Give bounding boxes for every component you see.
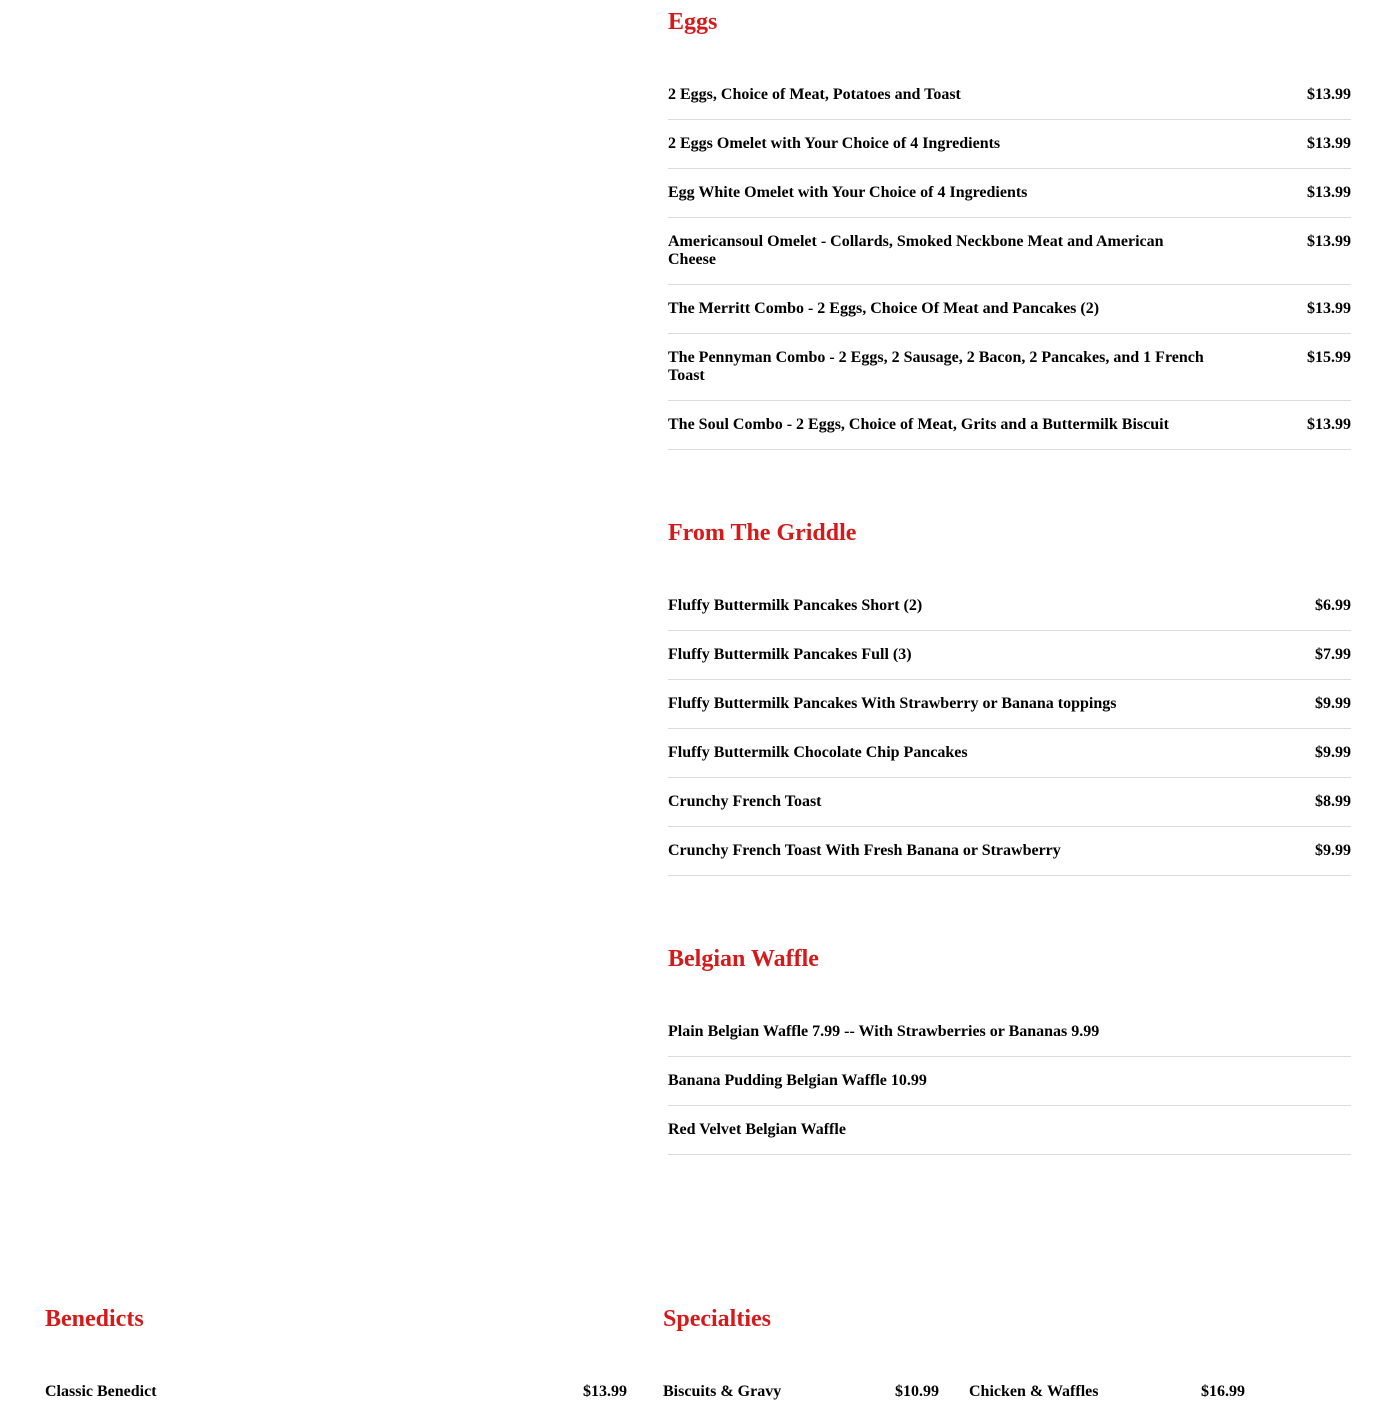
menu-item-name: Americansoul Omelet - Collards, Smoked Neckbone Meat and American Cheese	[668, 233, 1164, 268]
menu-item-price: $13.99	[1307, 135, 1351, 152]
menu-item	[969, 1383, 1245, 1401]
menu-item-name: 2 Eggs Omelet with Your Choice of 4 Ingredients	[668, 135, 1001, 152]
menu-item-price: $10.99	[895, 1383, 939, 1400]
menu-item	[668, 1106, 1351, 1155]
menu-item-name: The Merritt Combo - 2 Eggs, Choice Of Meat and Pancakes (2)	[668, 300, 1100, 317]
griddle-section-title: From The Griddle	[668, 520, 857, 546]
menu-item-price: $15.99	[1307, 349, 1351, 366]
menu-item	[668, 401, 1351, 450]
menu-item-price: $16.99	[1201, 1383, 1245, 1400]
menu-item	[668, 680, 1351, 729]
menu-item-price: $8.99	[1315, 793, 1351, 810]
benedicts-section-title: Benedicts	[45, 1306, 144, 1332]
griddle-menu-list	[668, 597, 1351, 876]
menu-item-price: $13.99	[1307, 233, 1351, 250]
menu-item	[45, 1383, 627, 1401]
menu-item	[668, 285, 1351, 334]
eggs-section-title: Eggs	[668, 9, 718, 35]
menu-item-name: Fluffy Buttermilk Pancakes Short (2)	[668, 597, 923, 614]
menu-item-name: Red Velvet Belgian Waffle	[668, 1121, 846, 1138]
eggs-menu-list	[668, 86, 1351, 450]
menu-item-name: Classic Benedict	[45, 1383, 157, 1400]
menu-item-name: Fluffy Buttermilk Chocolate Chip Pancakes	[668, 744, 968, 761]
menu-item	[668, 334, 1351, 401]
menu-item-price: $9.99	[1315, 744, 1351, 761]
specialties-section-title: Specialties	[663, 1306, 771, 1332]
menu-item-price: $13.99	[583, 1383, 627, 1400]
menu-item-price: $13.99	[1307, 416, 1351, 433]
menu-item-price: $6.99	[1315, 597, 1351, 614]
menu-item	[668, 1057, 1351, 1106]
menu-item	[668, 86, 1351, 120]
menu-item-name: The Soul Combo - 2 Eggs, Choice of Meat, Grits and a Buttermilk Biscuit	[668, 416, 1169, 433]
menu-item	[668, 778, 1351, 827]
menu-item	[663, 1383, 939, 1401]
menu-item-name: The Pennyman Combo - 2 Eggs, 2 Sausage, 2 Bacon, 2 Pancakes, and 1 French Toast	[668, 349, 1204, 384]
menu-item	[668, 597, 1351, 631]
menu-item-price: $13.99	[1307, 184, 1351, 201]
menu-item	[668, 218, 1351, 285]
menu-item-name: Fluffy Buttermilk Pancakes With Strawberry or Banana toppings	[668, 695, 1117, 712]
waffle-section-title: Belgian Waffle	[668, 946, 819, 972]
menu-item-name: Fluffy Buttermilk Pancakes Full (3)	[668, 646, 912, 663]
menu-item-price: $13.99	[1307, 86, 1351, 103]
menu-item	[668, 729, 1351, 778]
menu-item	[668, 631, 1351, 680]
menu-item	[668, 827, 1351, 876]
menu-item	[668, 169, 1351, 218]
menu-item-name: Egg White Omelet with Your Choice of 4 Ingredients	[668, 184, 1028, 201]
menu-item-name: Banana Pudding Belgian Waffle 10.99	[668, 1072, 927, 1089]
waffle-menu-list	[668, 1023, 1351, 1155]
menu-item-price: $13.99	[1307, 300, 1351, 317]
menu-item-price: $9.99	[1315, 695, 1351, 712]
menu-item-name: Plain Belgian Waffle 7.99 -- With Strawberries or Bananas 9.99	[668, 1023, 1100, 1040]
menu-item-price: $9.99	[1315, 842, 1351, 859]
menu-item-price: $7.99	[1315, 646, 1351, 663]
menu-item-name: Crunchy French Toast	[668, 793, 822, 810]
menu-item	[668, 120, 1351, 169]
menu-item	[668, 1023, 1351, 1057]
menu-item-name: Chicken & Waffles	[969, 1383, 1099, 1400]
menu-item-name: Biscuits & Gravy	[663, 1383, 782, 1400]
menu-item-name: 2 Eggs, Choice of Meat, Potatoes and Toast	[668, 86, 961, 103]
menu-item-name: Crunchy French Toast With Fresh Banana or Strawberry	[668, 842, 1061, 859]
